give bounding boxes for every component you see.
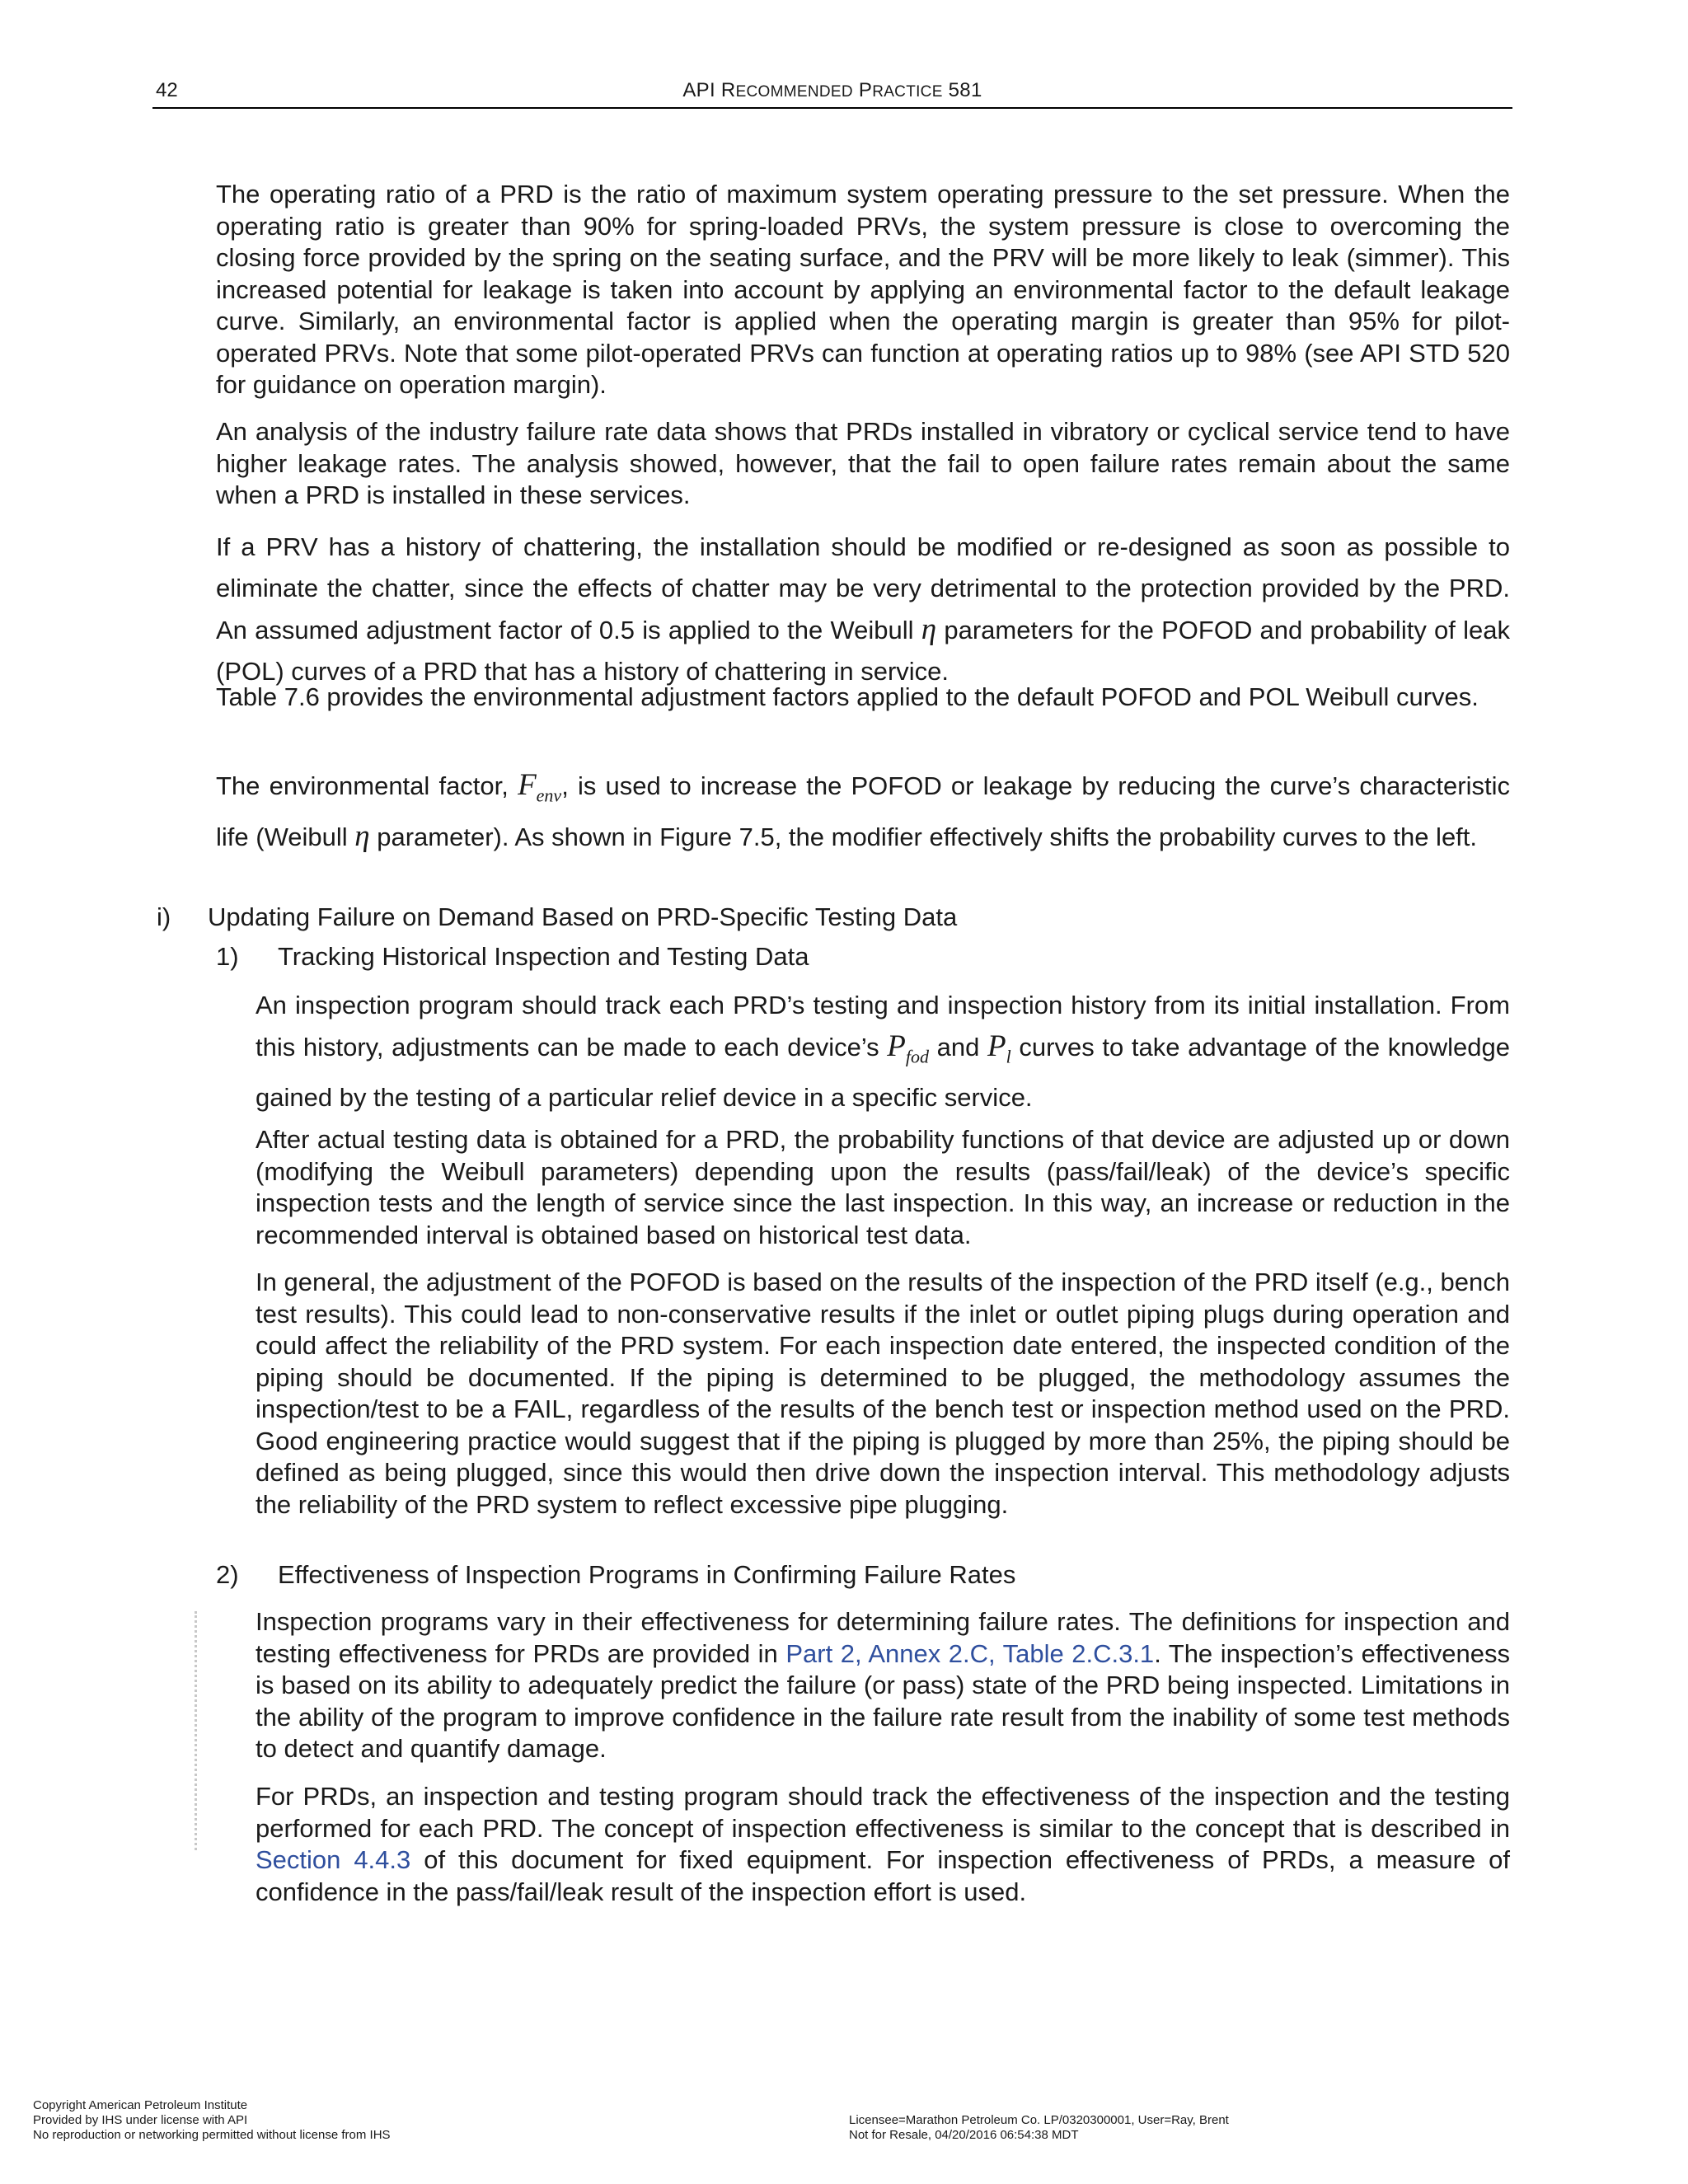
footer-copyright: Copyright American Petroleum Institute Provided by IHS under license with API No reproduction or networking permitted without license from IHS: [33, 2098, 391, 2142]
paragraph-environmental-factor: The environmental factor, $F_{env}$, is used to increase the POFOD or leakage by reducing the curve’s characteristic life (Weibull η parameter). As shown in Figure 7.5, the modifier effectively shifts the probability curves to the left.: [216, 768, 1510, 854]
section-heading-i: [157, 902, 1517, 935]
section-title: Updating Failure on Demand Based on PRD-Specific Testing Data: [208, 902, 958, 931]
eta-symbol: η: [354, 819, 370, 854]
item-heading-2: [216, 1559, 1510, 1592]
paragraph-pofod-adjustment: In general, the adjustment of the POFOD is based on the results of the inspection of the PRD itself (e.g., bench test results). This could lead to non-conservative results if the inlet or outlet piping plugs during operation and could affect the reliability of the PRD system. For each inspection date entered, the inspected condition of the piping should be documented. If the piping is determined to be plugged, the methodology assumes the inspection/test to be a FAIL, regardless of the results of the bench test or inspection method used on the PRD. Good engineering practice would suggest that if the piping is plugged by more than 25%, the piping should be defined as being plugged, since this would then drive down the inspection interval. This methodology adjusts the reliability of the PRD system to reflect excessive pipe plugging.: [256, 1268, 1510, 1519]
eta-symbol: η: [921, 612, 937, 646]
section-marker: i): [157, 902, 171, 931]
paragraph-operating-ratio: The operating ratio of a PRD is the ratio of maximum system operating pressure to the set pressure. When the operating ratio is greater than 90% for spring-loaded PRVs, the system pressure is close to overcoming the closing force provided by the spring on the seating surface, and the PRV will be more likely to leak (simmer). This increased potential for leakage is taken into account by applying an environmental factor to the default leakage curve. Similarly, an environmental factor is applied when the operating margin is greater than 95% for pilot-operated PRVs. Note that some pilot-operated PRVs can function at operating ratios up to 98% (see API STD 520 for guidance on operation margin).: [216, 180, 1510, 399]
p-l-symbol: $P_l$: [987, 1029, 1011, 1067]
paragraph-inspection-programs: Inspection programs vary in their effectiveness for determining failure rates. The definitions for inspection and testing effectiveness for PRDs are provided in Part 2, Annex 2.C, Table 2.C.3.1. The inspection’s effectiveness is based on its ability to adequately predict the failure (or pass) state of the PRD being inspected. Limitations in the ability of the program to improve confidence in the failure rate result from the inability of some test methods to detect and quantify damage.: [256, 1607, 1511, 1763]
p-fod-symbol: $P_{fod}$: [887, 1029, 930, 1067]
link-section-4-4-3[interactable]: Section 4.4.3: [256, 1845, 411, 1874]
revision-change-bar: [195, 1611, 197, 1850]
paragraph-chatter: If a PRV has a history of chattering, the installation should be modified or re-designed as soon as possible to eliminate the chatter, since the effects of chatter may be very detrimental to the protection provided by the PRD. An assumed adjustment factor of 0.5 is applied to the Weibull η parameters for the POFOD and probability of leak (POL) curves of a PRD that has a history of chattering in service.: [216, 532, 1510, 686]
f-env-symbol: $F_{env}$: [518, 768, 562, 806]
paragraph-prd-effectiveness: For PRDs, an inspection and testing program should track the effectiveness of the inspection and the testing performed for each PRD. The concept of inspection effectiveness is similar to the concept that is described in Section 4.4.3 of this document for fixed equipment. For inspection effectiveness of PRDs, a measure of confidence in the pass/fail/leak result of the inspection effort is used.: [256, 1782, 1511, 1906]
paragraph-table-7-6: Table 7.6 provides the environmental adjustment factors applied to the default POFOD and POL Weibull curves.: [216, 682, 1479, 711]
paragraph-after-testing: After actual testing data is obtained for a PRD, the probability functions of that device are adjusted up or down (modifying the Weibull parameters) depending upon the results (pass/fail/leak) of the device’s specific inspection tests and the length of service since the last inspection. In this way, an increase or reduction in the recommended interval is obtained based on historical test data.: [256, 1125, 1510, 1249]
item-title: Tracking Historical Inspection and Testing Data: [278, 942, 809, 971]
running-title: API RECOMMENDED PRACTICE 581: [682, 79, 982, 101]
item-title: Effectiveness of Inspection Programs in Confirming Failure Rates: [278, 1560, 1016, 1589]
page-number: 42: [156, 79, 178, 101]
link-table-2c31[interactable]: Part 2, Annex 2.C, Table 2.C.3.1: [785, 1638, 1155, 1668]
item-marker: 2): [216, 1560, 239, 1589]
paragraph-tracking-history: An inspection program should track each PRD’s testing and inspection history from its initial installation. From this history, adjustments can be made to each device’s $P_{fod}$ and $P_l$ curves to take advantage of the knowledge gained by the testing of a particular relief device in a specific service.: [256, 991, 1510, 1113]
footer-license: Licensee=Marathon Petroleum Co. LP/0320300001, User=Ray, Brent Not for Resale, 04/20/2016 06:54:38 MDT: [849, 2113, 1229, 2142]
item-marker: 1): [216, 942, 239, 971]
paragraph-failure-rate: An analysis of the industry failure rate data shows that PRDs installed in vibratory or cyclical service tend to have higher leakage rates. The analysis showed, however, that the fail to open failure rates remain about the same when a PRD is installed in these services.: [216, 417, 1510, 509]
item-heading-1: [216, 941, 1510, 974]
page-header: [152, 79, 1512, 109]
